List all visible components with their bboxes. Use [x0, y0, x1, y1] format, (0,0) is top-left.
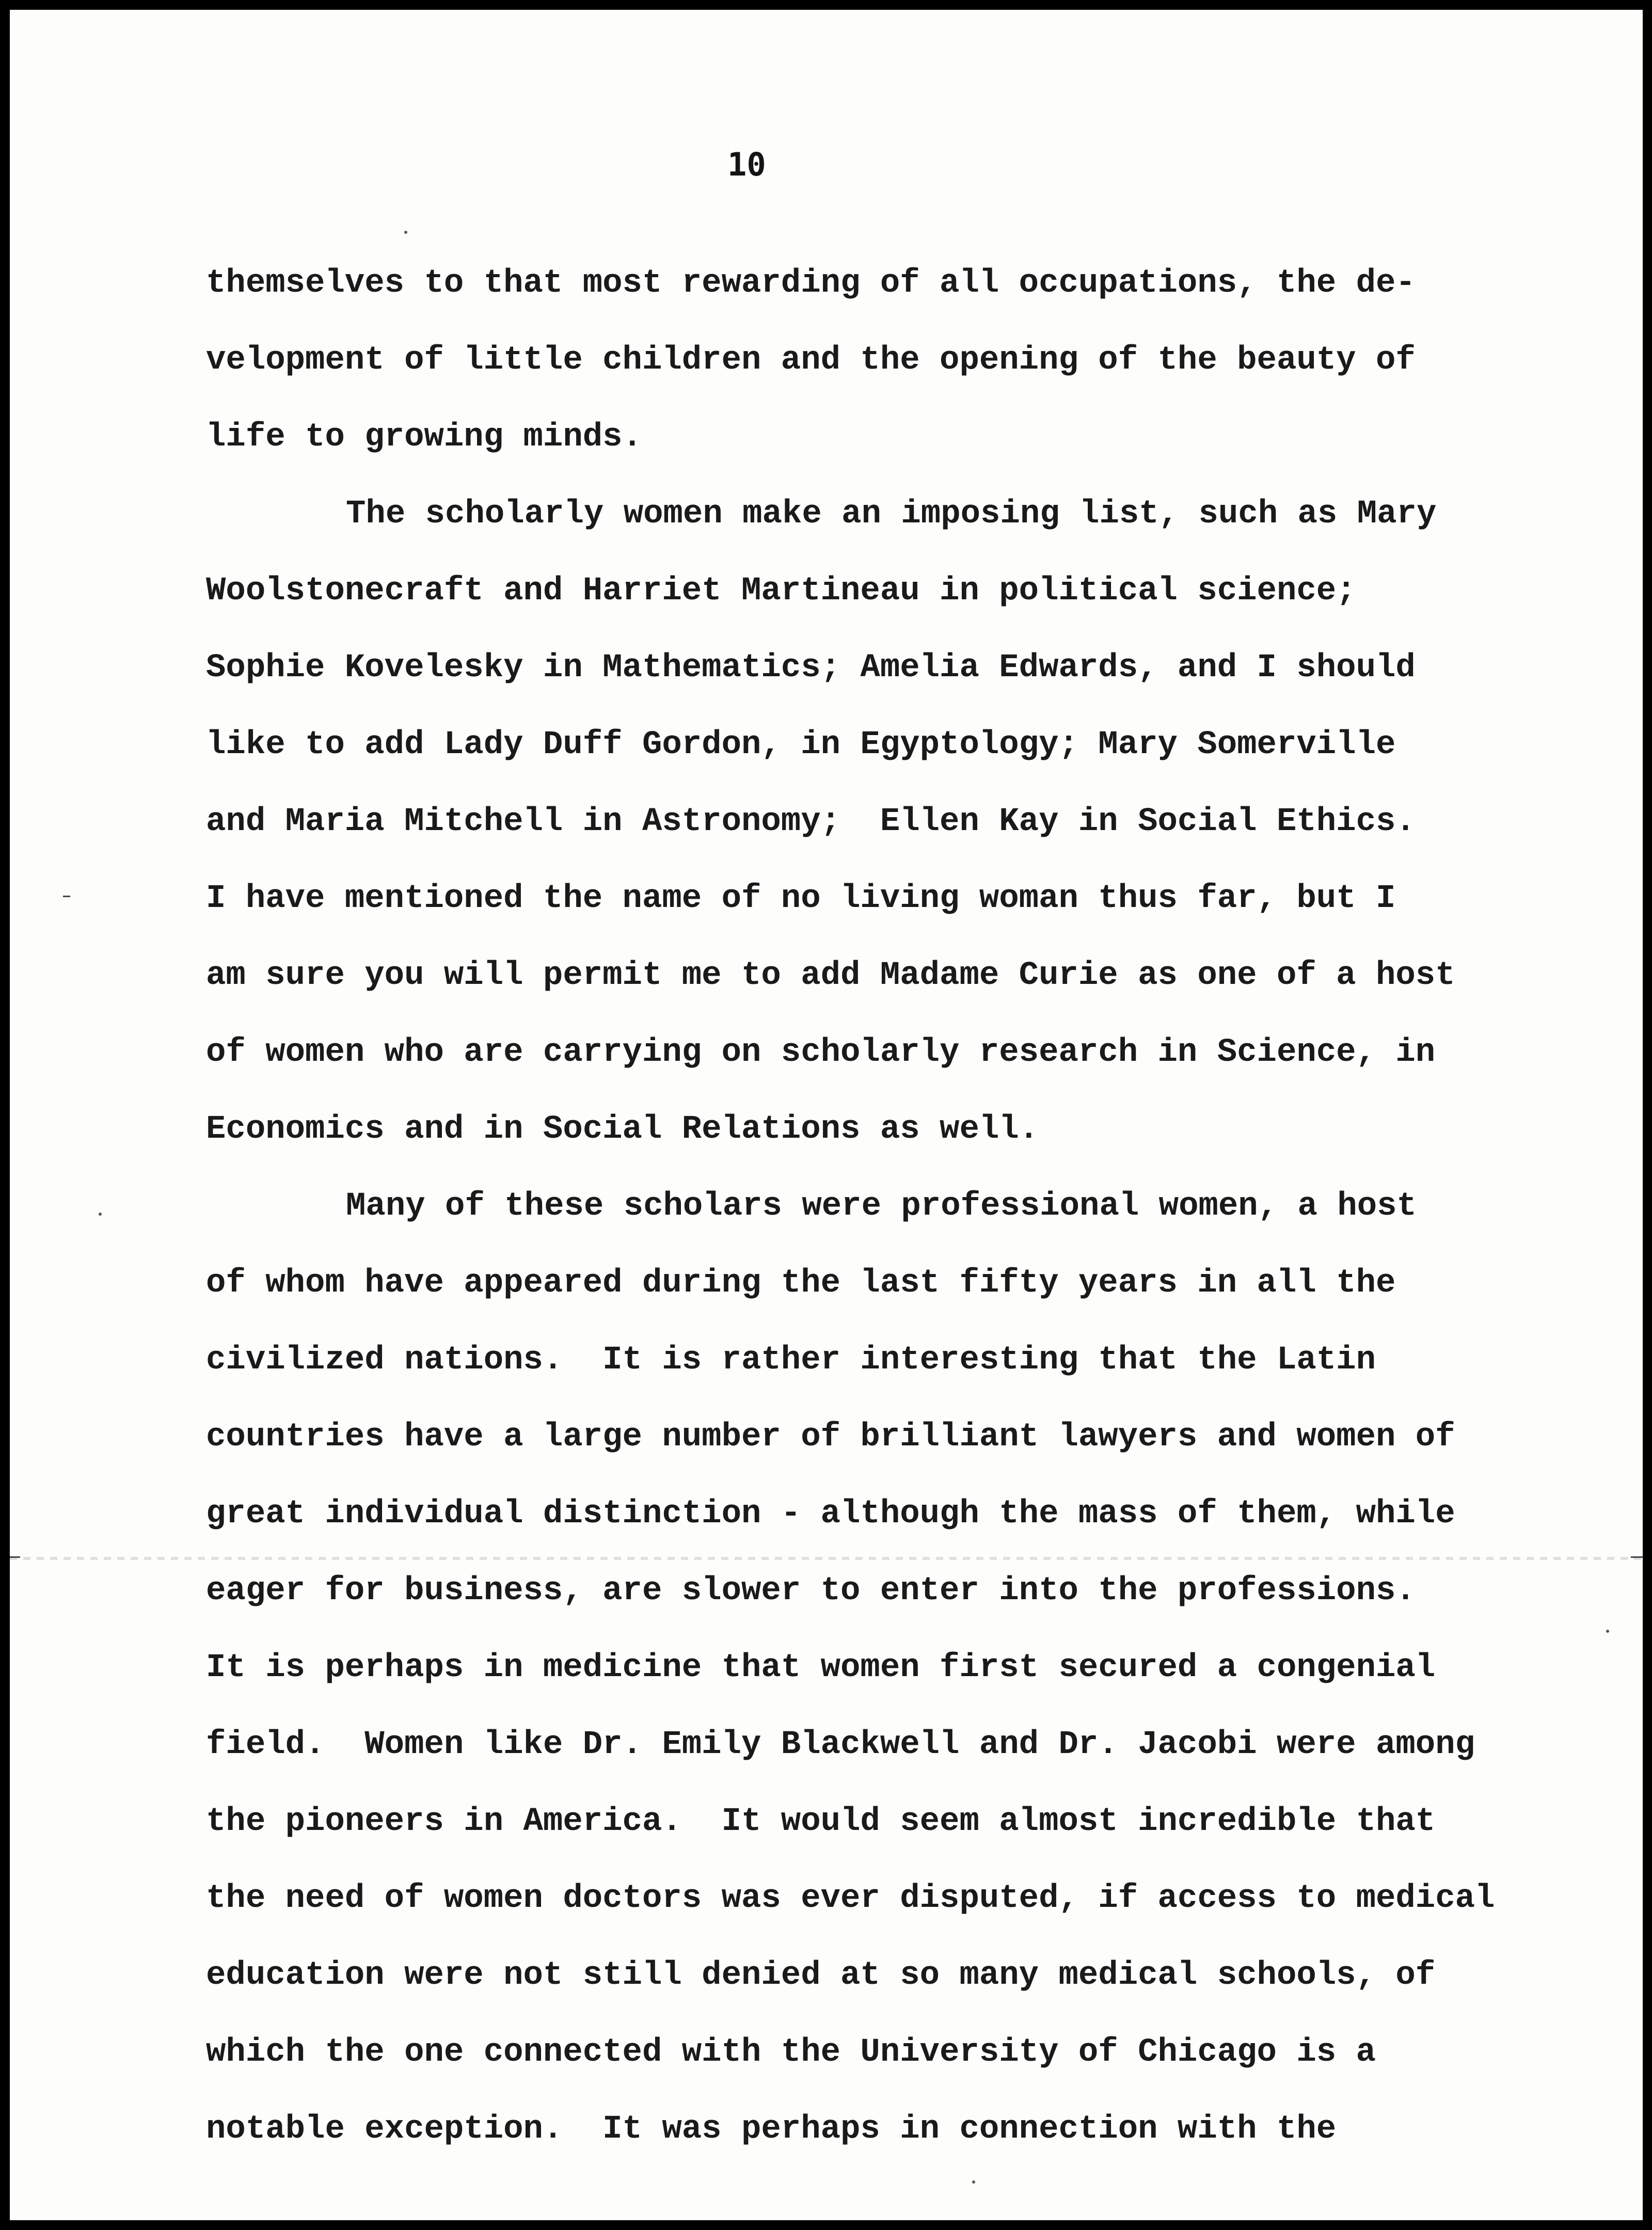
paper-speck	[99, 1213, 102, 1216]
text-line-3: life to growing minds.	[206, 419, 642, 456]
text-line-18: eager for business, are slower to enter into the professions.	[206, 1572, 1416, 1610]
text-line-6: Sophie Kovelesky in Mathematics; Amelia Edwards, and I should	[206, 649, 1416, 687]
text-line-23: education were not still denied at so many medical schools, of	[206, 1957, 1436, 1994]
right-margin-mark	[1631, 1556, 1643, 1558]
scan-fold-line	[10, 1557, 1643, 1560]
text-line-16: countries have a large number of brilliant lawyers and women of	[206, 1419, 1455, 1456]
text-line-22: the need of women doctors was ever disputed, if access to medical	[206, 1880, 1495, 1917]
text-line-9: I have mentioned the name of no living woman thus far, but I	[206, 880, 1396, 917]
text-line-5: Woolstonecraft and Harriet Martineau in political science;	[206, 572, 1356, 610]
text-line-24: which the one connected with the University of Chicago is a	[206, 2034, 1376, 2071]
text-line-13: Many of these scholars were professional women, a host	[346, 1188, 1417, 1225]
left-margin-mark	[63, 896, 70, 897]
text-line-20: field. Women like Dr. Emily Blackwell and Dr. Jacobi were among	[206, 1726, 1475, 1763]
text-line-11: of women who are carrying on scholarly research in Science, in	[206, 1034, 1436, 1071]
text-line-12: Economics and in Social Relations as well.	[206, 1111, 1039, 1148]
document-page	[10, 10, 1643, 2220]
left-margin-mark	[10, 1556, 20, 1558]
text-line-15: civilized nations. It is rather interesting that the Latin	[206, 1342, 1376, 1379]
text-line-2: velopment of little children and the opening of the beauty of	[206, 342, 1416, 379]
paper-speck	[404, 231, 407, 234]
page-number: 10	[727, 146, 766, 183]
text-line-25: notable exception. It was perhaps in connection with the	[206, 2111, 1337, 2148]
paper-speck	[1606, 1630, 1609, 1633]
text-line-4: The scholarly women make an imposing list, such as Mary	[346, 496, 1437, 533]
text-line-7: like to add Lady Duff Gordon, in Egyptology; Mary Somerville	[206, 726, 1396, 763]
text-line-17: great individual distinction - although the mass of them, while	[206, 1495, 1455, 1533]
text-line-8: and Maria Mitchell in Astronomy; Ellen Kay in Social Ethics.	[206, 803, 1416, 840]
text-line-10: am sure you will permit me to add Madame Curie as one of a host	[206, 957, 1455, 994]
paper-speck	[972, 2180, 975, 2184]
text-line-14: of whom have appeared during the last fifty years in all the	[206, 1265, 1396, 1302]
text-line-21: the pioneers in America. It would seem almost incredible that	[206, 1803, 1436, 1840]
text-line-19: It is perhaps in medicine that women first secured a congenial	[206, 1649, 1436, 1686]
text-line-1: themselves to that most rewarding of all occupations, the de-	[206, 265, 1416, 302]
